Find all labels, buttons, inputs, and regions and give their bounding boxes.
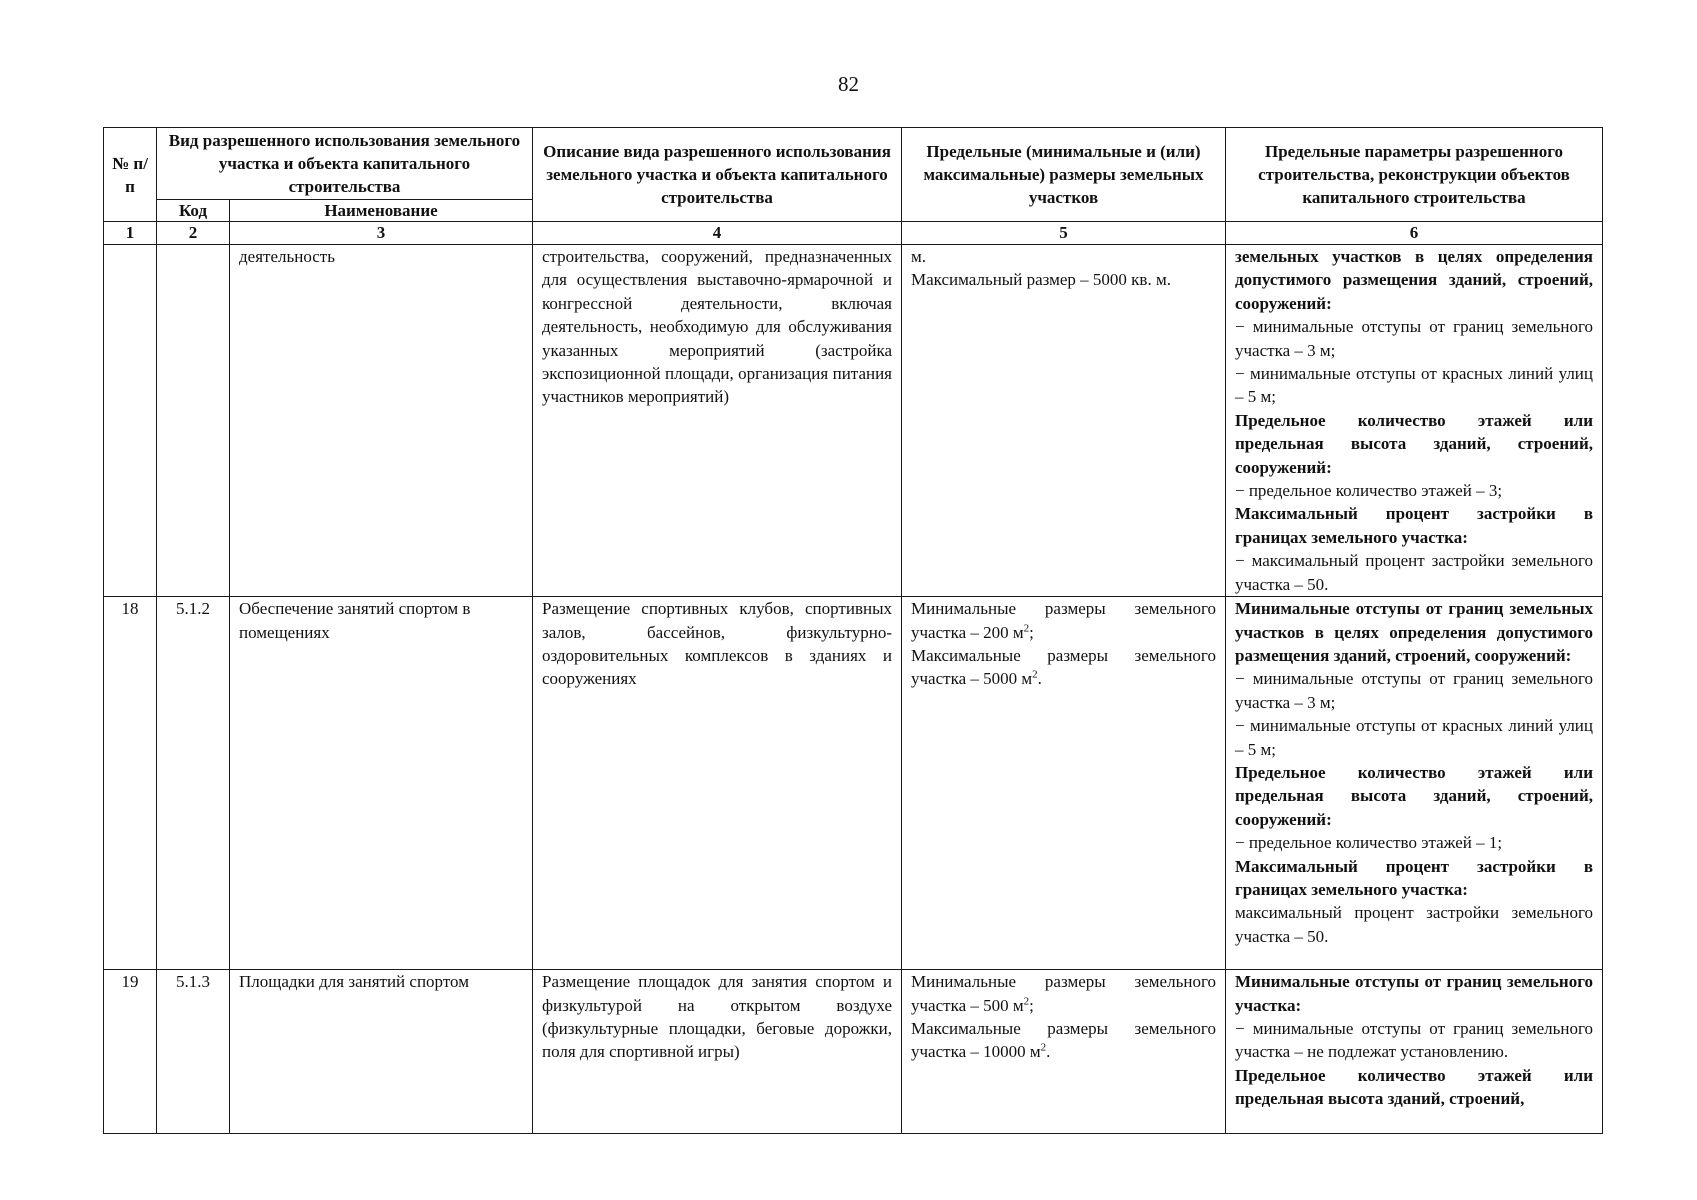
param-heading: Максимальный процент застройки в границах земельного участка: [1235,504,1593,547]
param-heading: Минимальные отступы от границ земельных участков в целях определения допустимого размещения зданий, строений, сооружений: [1235,599,1593,665]
size-max: Максимальные размеры земельного участка – 10000 $м^2$. [911,1018,1216,1062]
param-item: − предельное количество этажей – 3; [1235,481,1503,501]
row-code [157,245,230,597]
param-heading: Предельное количество этажей или предельная высота зданий, строений, [1235,1065,1593,1109]
col-number: 5 [902,222,1226,245]
param-item: − минимальные отступы от красных линий улиц – 5 м; [1235,364,1593,407]
row-params [1226,245,1603,597]
param-item: максимальный процент застройки земельного участка – 50. [1235,903,1593,946]
row-params [1226,597,1603,970]
param-item: − минимальные отступы от красных линий улиц – 5 м; [1235,716,1593,759]
row-params [1226,970,1603,1134]
param-item: − минимальные отступы от границ земельного участка – 3 м; [1235,317,1593,360]
col-number: 3 [230,222,533,245]
row-code: 5.1.2 [157,597,230,970]
size-text: Максимальный размер – 5000 кв. м. [911,270,1171,290]
row-num [104,245,157,597]
param-item: − предельное количество этажей – 1; [1235,833,1503,853]
page-number: 82 [838,72,859,96]
header-description: Описание вида разрешенного использования земельного участка и объекта капитального строительства [533,128,902,222]
size-min: Минимальные размеры земельного участка – 500 $м^2$; [911,972,1216,1015]
row-name: деятельность [230,245,533,597]
row-description: Размещение спортивных клубов, спортивных залов, бассейнов, физкультурно-оздоровительных комплексов в зданиях и сооружениях [533,597,902,970]
header-name: Наименование [230,200,533,222]
header-group: Вид разрешенного использования земельного участка и объекта капитального строительства [157,128,533,200]
header-params: Предельные параметры разрешенного строительства, реконструкции объектов капитального строительства [1226,128,1603,222]
row-name: Площадки для занятий спортом [230,970,533,1134]
size-min: Минимальные размеры земельного участка – 200 $м^2$; [911,599,1216,642]
param-heading: Предельное количество этажей или предельная высота зданий, строений, сооружений: [1235,410,1593,477]
row-num: 18 [104,597,157,970]
col-number: 4 [533,222,902,245]
col-number: 1 [104,222,157,245]
table-row [104,970,1603,1134]
row-sizes [902,245,1226,597]
land-use-table [103,127,1603,1134]
row-description: строительства, сооружений, предназначенных для осуществления выставочно-ярмарочной и конгрессной деятельности, включая деятельность, необходимую для обслуживания указанных мероприятий (застройка экспозиционной площади, организация питания участников мероприятий) [533,245,902,597]
param-heading: Предельное количество этажей или предельная высота зданий, строений, сооружений: [1235,762,1593,829]
param-item: − максимальный процент застройки земельного участка – 50. [1235,551,1593,594]
header-code: Код [157,200,230,222]
size-max: Максимальные размеры земельного участка – 5000 $м^2$. [911,645,1216,689]
param-heading: земельных участков в целях определения допустимого размещения зданий, строений, сооружений: [1235,247,1593,313]
param-heading: Минимальные отступы от границ земельного участка: [1235,972,1593,1015]
param-heading: Максимальный процент застройки в границах земельного участка: [1235,856,1593,899]
row-num: 19 [104,970,157,1134]
row-name: Обеспечение занятий спортом в помещениях [230,597,533,970]
size-text: м. [911,247,927,266]
row-sizes [902,597,1226,970]
table-row [104,597,1603,970]
col-number: 2 [157,222,230,245]
param-item: − минимальные отступы от границ земельного участка – 3 м; [1235,669,1593,712]
row-sizes [902,970,1226,1134]
table-row [104,245,1603,597]
param-item: − минимальные отступы от границ земельного участка – не подлежат установлению. [1235,1018,1593,1062]
row-description: Размещение площадок для занятия спортом и физкультурой на открытом воздухе (физкультурные площадки, беговые дорожки, поля для спортивной игры) [533,970,902,1134]
col-number: 6 [1226,222,1603,245]
header-sizes: Предельные (минимальные и (или) максимальные) размеры земельных участков [902,128,1226,222]
header-num: № п/п [104,128,157,222]
row-code: 5.1.3 [157,970,230,1134]
